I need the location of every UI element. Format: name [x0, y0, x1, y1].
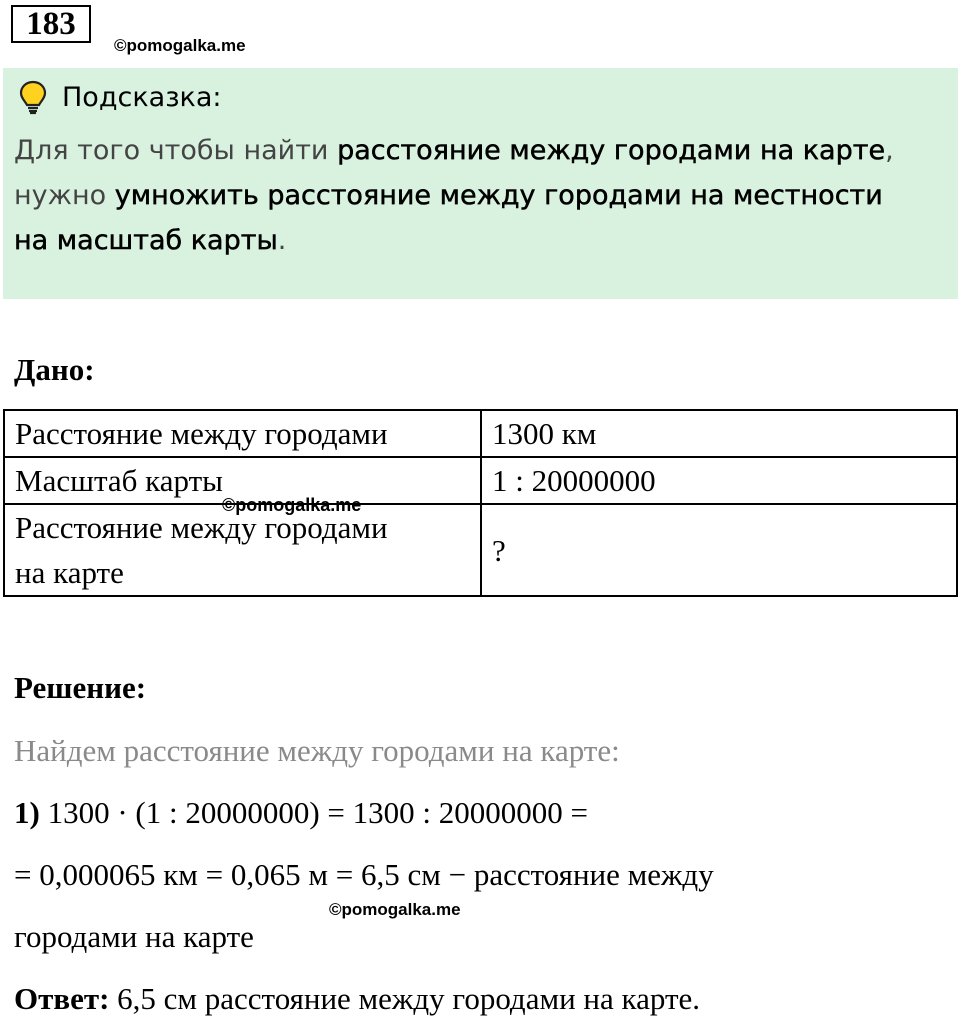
hint-text: [14, 128, 944, 263]
table-row: [4, 457, 957, 504]
given-cell-name-line2: на карте: [15, 555, 124, 590]
watermark-solution: ©pomogalka.me: [329, 900, 461, 919]
given-cell-value: 1 : 20000000: [481, 457, 957, 504]
given-table: [3, 409, 958, 597]
table-row: [4, 504, 957, 596]
hint-line1-bold: расстояние между городами на карте: [337, 135, 886, 166]
task-number: 183: [11, 5, 91, 43]
given-cell-value: 1300 км: [481, 410, 957, 457]
hint-line2-bold: умножить расстояние между городами на местности: [114, 180, 883, 211]
solution-intro: Найдем расстояние между городами на карте:: [14, 733, 620, 768]
step-number: 1): [14, 795, 40, 830]
given-cell-value: ?: [481, 504, 957, 596]
lightbulb-icon: [18, 80, 48, 121]
hint-title: Подсказка:: [62, 82, 222, 113]
given-cell-name-line1: Расстояние между городами: [15, 510, 388, 545]
answer-label: Ответ:: [14, 981, 110, 1016]
solution-step1-line1: [14, 793, 588, 833]
answer-text: 6,5 см расстояние между городами на карте.: [109, 981, 701, 1016]
step-expression: 1300 · (1 : 20000000) = 1300 : 20000000 =: [39, 795, 588, 830]
given-cell-name: Масштаб карты: [4, 457, 481, 504]
given-cell-name: Расстояние между городами: [4, 410, 481, 457]
solution-label: Решение:: [14, 670, 147, 705]
solution-step1-line2: = 0,000065 км = 0,065 м = 6,5 см − расстояние между: [14, 857, 714, 892]
answer-line: [14, 979, 700, 1019]
watermark-top: ©pomogalka.me: [114, 36, 246, 55]
solution-step1-line3: городами на карте: [14, 919, 254, 954]
hint-line1-plain: Для того чтобы найти: [14, 135, 338, 166]
given-label: Дано:: [14, 352, 95, 387]
hint-line2-plain: нужно: [14, 180, 115, 211]
hint-line3-end: .: [277, 225, 287, 256]
watermark-table: ©pomogalka.me: [222, 495, 362, 515]
hint-line1-end: ,: [885, 135, 894, 166]
hint-line3-bold: на масштаб карты: [14, 225, 278, 256]
table-row: [4, 410, 957, 457]
given-cell-name: [4, 504, 481, 596]
